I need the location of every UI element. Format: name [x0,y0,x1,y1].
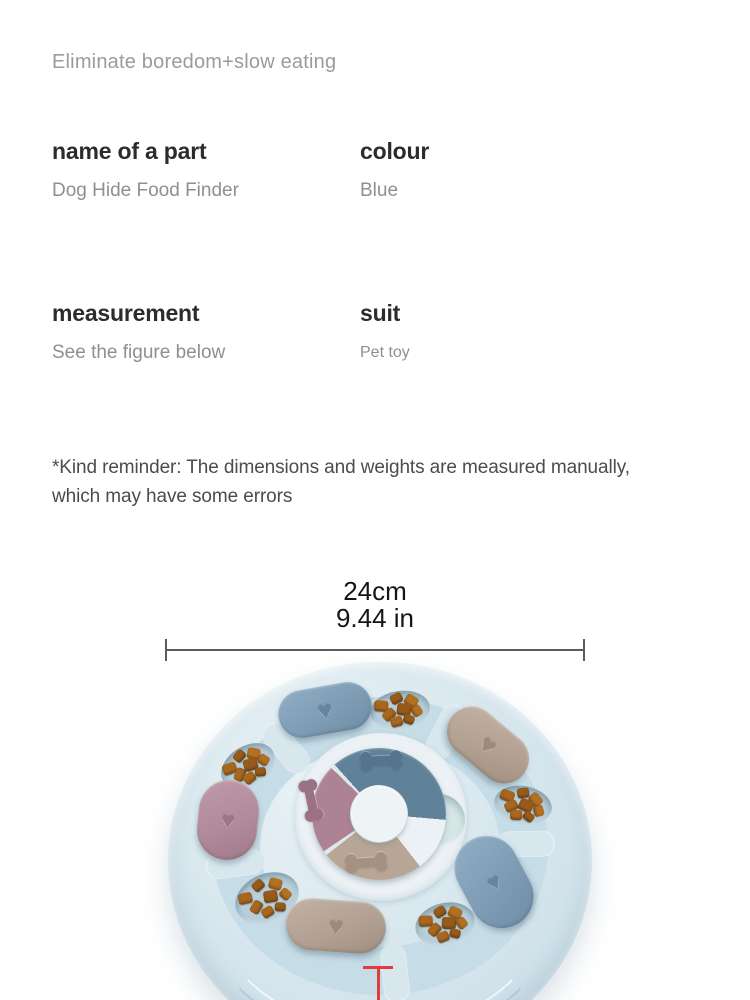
spec-measurement [52,300,225,364]
kind-reminder-line2: which may have some errors [52,486,293,507]
width-dimension-cm: 24cm [343,576,407,606]
spec-value-measurement: See the figure below [52,342,226,363]
center-knob [351,786,407,842]
heart-icon: ♥ [472,728,504,762]
spec-value-name: Dog Hide Food Finder [52,180,239,201]
kibble-piece [260,905,275,920]
spec-name-of-part [52,138,239,202]
spec-colour [360,138,429,202]
spec-label-name: name of a part [52,138,207,164]
spec-label-colour: colour [360,138,430,164]
heart-icon: ♥ [481,866,506,897]
kibble-piece [237,891,253,905]
spec-label-measurement: measurement [52,300,200,326]
heart-icon: ♥ [219,805,237,834]
width-dimension-in: 9.44 in [335,603,415,633]
heart-icon: ♥ [314,693,336,727]
slider-tan-bottom [284,897,387,956]
bone-icon [366,755,396,766]
kind-reminder-line1: *Kind reminder: The dimensions and weights are measured manually, [52,457,630,478]
kibble-piece [275,902,287,912]
puzzle-feeder-tray [168,662,592,1000]
kibble-piece [390,715,404,728]
height-marker-stem [377,966,380,1000]
kibble-piece [510,809,522,819]
product-photo [0,555,750,1000]
kind-reminder [52,453,722,511]
spec-suit [360,300,410,362]
kibble-piece [255,767,267,777]
spec-value-colour: Blue [360,180,399,201]
spec-value-suit: Pet toy [360,344,410,361]
heart-icon: ♥ [327,910,345,942]
height-dimension-marker [358,966,398,1000]
product-tagline: Eliminate boredom+slow eating [52,51,337,73]
kibble-piece [449,928,462,939]
spec-label-suit: suit [360,300,401,326]
